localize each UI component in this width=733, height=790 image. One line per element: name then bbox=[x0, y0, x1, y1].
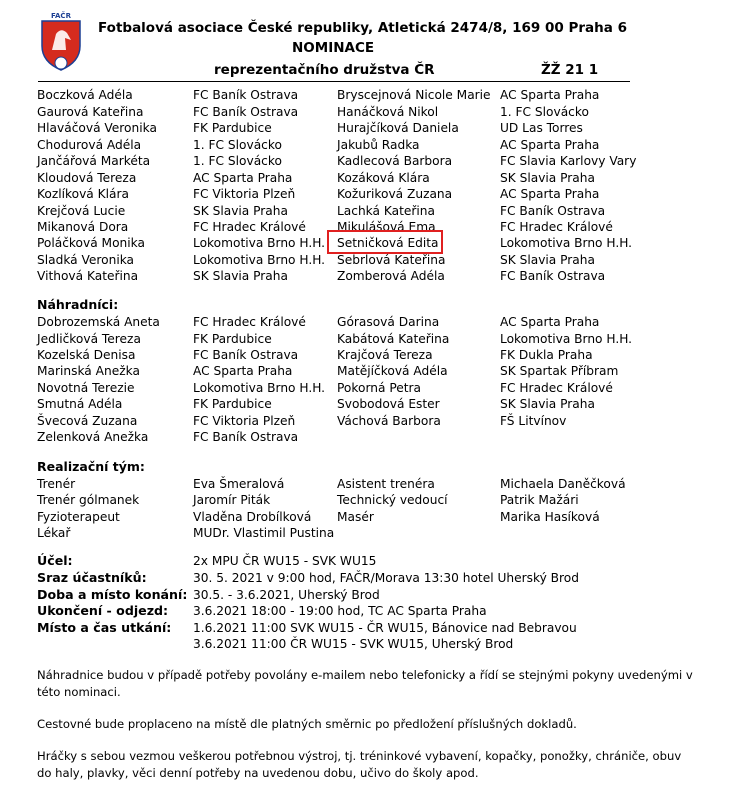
player-name: Hanáčková Nikol bbox=[337, 105, 439, 119]
staff-role: Fyzioterapeut bbox=[37, 510, 120, 524]
player-club: SK Spartak Příbram bbox=[500, 364, 619, 378]
staff-role: Asistent trenéra bbox=[337, 477, 435, 491]
staff-row bbox=[0, 476, 733, 492]
player-name: Hurajčíková Daniela bbox=[337, 121, 459, 135]
detail-row bbox=[0, 620, 733, 636]
player-name: Kozáková Klára bbox=[337, 171, 430, 185]
player-name: Kozelská Denisa bbox=[37, 348, 136, 362]
player-row bbox=[0, 268, 733, 284]
detail-row bbox=[0, 587, 733, 603]
staff-role: Trenér gólmanek bbox=[37, 493, 140, 507]
player-club: SK Slavia Praha bbox=[193, 269, 288, 283]
player-club: AC Sparta Praha bbox=[193, 171, 293, 185]
player-name: Lachká Kateřina bbox=[337, 204, 435, 218]
player-club: FC Baník Ostrava bbox=[193, 88, 299, 102]
staff-name: Michaela Daněčková bbox=[500, 477, 626, 491]
player-club: SK Slavia Praha bbox=[500, 253, 595, 267]
player-name: Chodurová Adéla bbox=[37, 138, 142, 152]
player-club: SK Slavia Praha bbox=[193, 204, 288, 218]
player-club: Lokomotiva Brno H.H. bbox=[193, 253, 326, 267]
player-name: Švecová Zuzana bbox=[37, 414, 138, 428]
player-name: Vithová Kateřina bbox=[37, 269, 139, 283]
staff-name: Vladěna Drobílková bbox=[193, 510, 312, 524]
player-name: Hlaváčová Veronika bbox=[37, 121, 157, 135]
player-club: FC Baník Ostrava bbox=[193, 430, 299, 444]
facr-logo bbox=[36, 10, 86, 72]
player-club: FC Hradec Králové bbox=[500, 381, 613, 395]
player-club: FŠ Litvínov bbox=[500, 414, 567, 428]
substitute-row bbox=[0, 347, 733, 363]
player-name: Zelenková Anežka bbox=[37, 430, 149, 444]
player-club: SK Slavia Praha bbox=[500, 397, 595, 411]
staff-row bbox=[0, 525, 733, 541]
player-club: AC Sparta Praha bbox=[500, 88, 600, 102]
player-club: Lokomotiva Brno H.H. bbox=[193, 236, 326, 250]
staff-role: Lékař bbox=[37, 526, 71, 540]
substitutes-heading: Náhradníci: bbox=[37, 297, 119, 312]
detail-label: Ukončení - odjezd: bbox=[37, 603, 169, 618]
player-row bbox=[0, 104, 733, 120]
player-club: AC Sparta Praha bbox=[500, 315, 600, 329]
staff-row bbox=[0, 492, 733, 508]
player-name: Zomberová Adéla bbox=[337, 269, 445, 283]
player-name-highlighted: Setničková Edita bbox=[337, 236, 439, 250]
player-name: Šebrlová Kateřina bbox=[337, 253, 446, 267]
staff-role: Technický vedoucí bbox=[337, 493, 448, 507]
substitute-row bbox=[0, 363, 733, 379]
detail-label: Účel: bbox=[37, 553, 73, 568]
staff-name: Eva Šmeralová bbox=[193, 477, 285, 491]
player-name: Sladká Veronika bbox=[37, 253, 135, 267]
player-name: Svobodová Ester bbox=[337, 397, 440, 411]
detail-value: 30.5. - 3.6.2021, Uherský Brod bbox=[193, 588, 380, 602]
player-name: Kadlecová Barbora bbox=[337, 154, 453, 168]
player-row bbox=[0, 186, 733, 202]
player-club: FC Viktoria Plzeň bbox=[193, 414, 296, 428]
substitute-row bbox=[0, 380, 733, 396]
player-club: Lokomotiva Brno H.H. bbox=[500, 236, 633, 250]
staff-name: Jaromír Piták bbox=[193, 493, 271, 507]
player-club: FC Viktoria Plzeň bbox=[193, 187, 296, 201]
detail-row bbox=[0, 570, 733, 586]
player-name: Gaurová Kateřina bbox=[37, 105, 144, 119]
player-name: Kabátová Kateřina bbox=[337, 332, 450, 346]
player-name: Boczková Adéla bbox=[37, 88, 133, 102]
player-club: SK Slavia Praha bbox=[500, 171, 595, 185]
player-club: FC Baník Ostrava bbox=[193, 105, 299, 119]
player-name: Kozlíková Klára bbox=[37, 187, 129, 201]
player-name: Smutná Adéla bbox=[37, 397, 123, 411]
detail-label: Doba a místo konání: bbox=[37, 587, 188, 602]
player-row bbox=[0, 203, 733, 219]
player-name: Krejčová Lucie bbox=[37, 204, 126, 218]
player-name: Matějíčková Adéla bbox=[337, 364, 448, 378]
player-row bbox=[0, 170, 733, 186]
player-name: Jedličková Tereza bbox=[37, 332, 141, 346]
substitute-row bbox=[0, 429, 733, 445]
player-club: AC Sparta Praha bbox=[500, 187, 600, 201]
note-substitutes: Náhradnice budou v případě potřeby povolány e-mailem nebo telefonicky a řídí se stejnými pokyny uvedenými v této nominaci. bbox=[37, 668, 693, 699]
player-name: Mikulášová Ema bbox=[337, 220, 436, 234]
staff-heading: Realizační tým: bbox=[37, 459, 145, 474]
player-club: 1. FC Slovácko bbox=[193, 138, 282, 152]
player-name: Bryscejnová Nicole Marie bbox=[337, 88, 491, 102]
substitute-row bbox=[0, 314, 733, 330]
substitute-row bbox=[0, 413, 733, 429]
staff-name: Marika Hasíková bbox=[500, 510, 600, 524]
player-club: Lokomotiva Brno H.H. bbox=[193, 381, 326, 395]
player-club: FK Pardubice bbox=[193, 332, 272, 346]
page-subtitle: reprezentačního družstva ČR bbox=[214, 62, 435, 78]
player-name: Pokorná Petra bbox=[337, 381, 421, 395]
substitute-row bbox=[0, 331, 733, 347]
player-name: Dobrozemská Aneta bbox=[37, 315, 160, 329]
player-club: AC Sparta Praha bbox=[500, 138, 600, 152]
detail-row bbox=[0, 603, 733, 619]
detail-value: 2x MPU ČR WU15 - SVK WU15 bbox=[193, 554, 377, 568]
player-club: FK Dukla Praha bbox=[500, 348, 593, 362]
staff-role: Trenér bbox=[37, 477, 76, 491]
detail-label: Sraz účastníků: bbox=[37, 570, 147, 585]
player-club: FC Baník Ostrava bbox=[193, 348, 299, 362]
player-name: Novotná Terezie bbox=[37, 381, 135, 395]
player-row bbox=[0, 120, 733, 136]
team-code: ŽŽ 21 1 bbox=[541, 62, 599, 78]
player-club: FC Slavia Karlovy Vary bbox=[500, 154, 637, 168]
detail-label: Místo a čas utkání: bbox=[37, 620, 172, 635]
player-club: FC Hradec Králové bbox=[193, 315, 306, 329]
player-club: Lokomotiva Brno H.H. bbox=[500, 332, 633, 346]
player-row bbox=[0, 252, 733, 268]
player-club: FC Hradec Králové bbox=[500, 220, 613, 234]
logo-text: FAČR bbox=[51, 12, 71, 20]
player-name: Krajčová Tereza bbox=[337, 348, 433, 362]
player-club: 1. FC Slovácko bbox=[193, 154, 282, 168]
player-club: FK Pardubice bbox=[193, 121, 272, 135]
player-row bbox=[0, 87, 733, 103]
player-name: Marinská Anežka bbox=[37, 364, 140, 378]
player-name: Poláčková Monika bbox=[37, 236, 145, 250]
note-equipment: Hráčky s sebou vezmou veškerou potřebnou výstroj, tj. tréninkové vybavení, kopačky, ponožky, chrániče, obuv do haly, plavky, věci denní potřeby na uvedenou dobu, učivo do školy apod. bbox=[37, 749, 682, 780]
header-divider bbox=[38, 81, 630, 82]
player-club: UD Las Torres bbox=[500, 121, 583, 135]
player-club: FC Hradec Králové bbox=[193, 220, 306, 234]
detail-value: 3.6.2021 11:00 ČR WU15 - SVK WU15, Uherský Brod bbox=[193, 637, 514, 651]
player-name: Jakubů Radka bbox=[337, 138, 420, 152]
detail-value: 3.6.2021 18:00 - 19:00 hod, TC AC Sparta Praha bbox=[193, 604, 487, 618]
player-name: Kožuriková Zuzana bbox=[337, 187, 453, 201]
header-address: Fotbalová asociace České republiky, Atletická 2474/8, 169 00 Praha 6 bbox=[98, 20, 627, 36]
player-club: AC Sparta Praha bbox=[193, 364, 293, 378]
substitute-row bbox=[0, 396, 733, 412]
detail-value: 1.6.2021 11:00 SVK WU15 - ČR WU15, Bánovice nad Bebravou bbox=[193, 621, 577, 635]
note-travel: Cestovné bude proplaceno na místě dle platných směrnic po předložení příslušných dokladů. bbox=[37, 717, 577, 731]
player-name: Váchová Barbora bbox=[337, 414, 441, 428]
detail-row bbox=[0, 636, 733, 652]
player-name: Mikanová Dora bbox=[37, 220, 129, 234]
player-name: Jančářová Markéta bbox=[37, 154, 151, 168]
player-row bbox=[0, 153, 733, 169]
player-name: Górasová Darina bbox=[337, 315, 440, 329]
detail-row bbox=[0, 553, 733, 569]
staff-role: Masér bbox=[337, 510, 374, 524]
staff-name: Patrik Mažári bbox=[500, 493, 579, 507]
staff-row bbox=[0, 509, 733, 525]
highlight-box bbox=[327, 230, 443, 254]
staff-name: MUDr. Vlastimil Pustina bbox=[193, 526, 335, 540]
player-row bbox=[0, 137, 733, 153]
page-title: NOMINACE bbox=[292, 40, 375, 56]
player-name: Kloudová Tereza bbox=[37, 171, 137, 185]
detail-value: 30. 5. 2021 v 9:00 hod, FAČR/Morava 13:30 hotel Uherský Brod bbox=[193, 571, 579, 585]
player-club: FC Baník Ostrava bbox=[500, 204, 606, 218]
player-club: 1. FC Slovácko bbox=[500, 105, 589, 119]
player-club: FK Pardubice bbox=[193, 397, 272, 411]
player-club: FC Baník Ostrava bbox=[500, 269, 606, 283]
